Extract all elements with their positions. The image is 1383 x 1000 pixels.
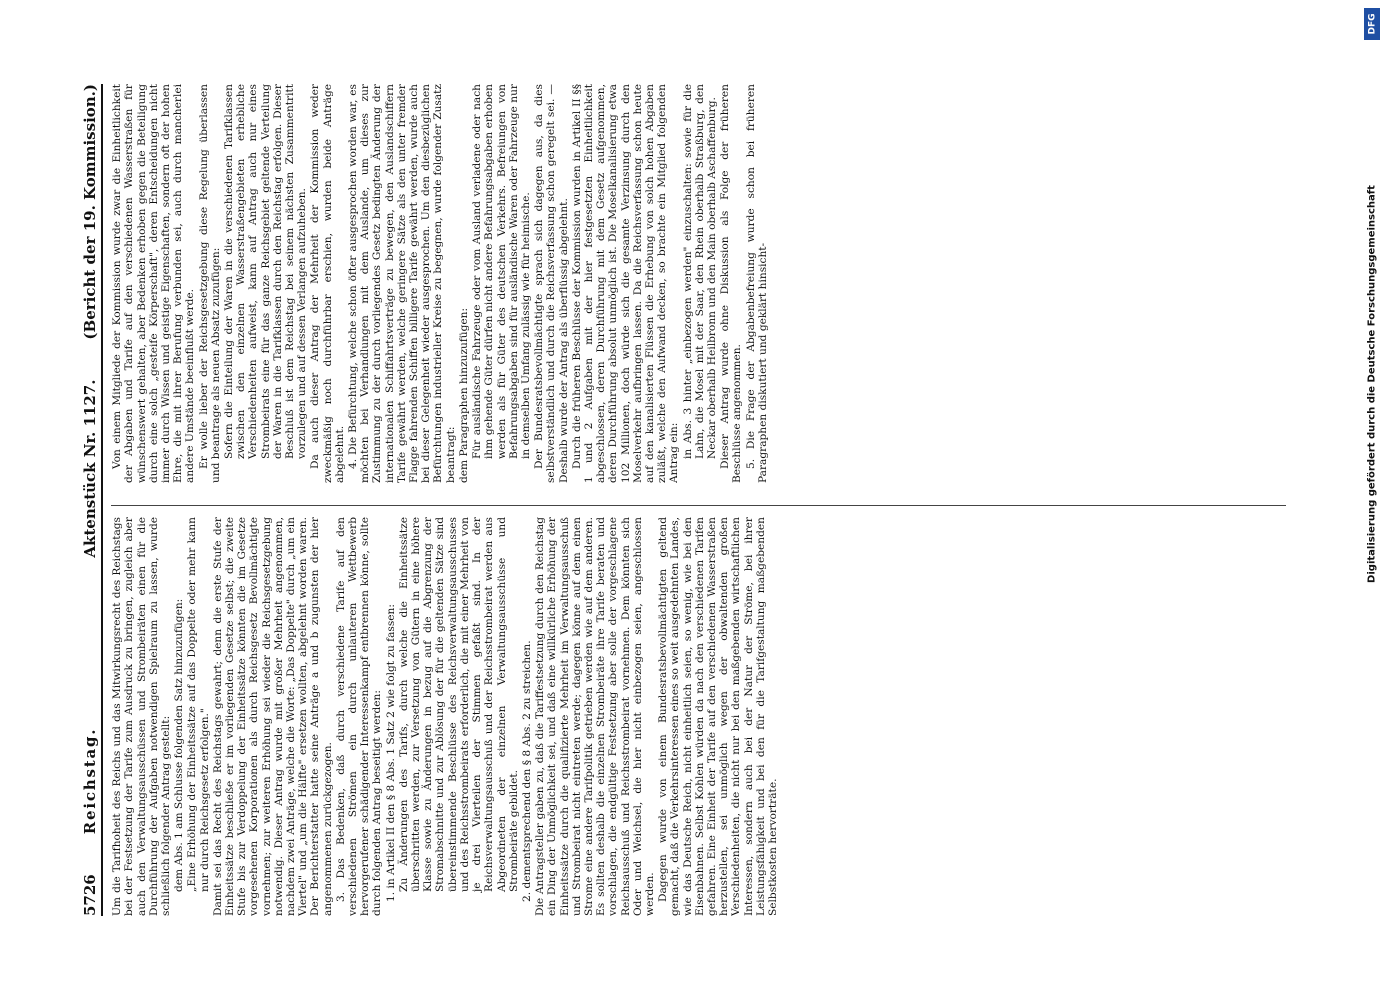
paragraph: Da auch dieser Antrag der Mehrheit der Kommission weder zweckmäßig noch durchführbar erschien, wurden beide Anträge abgelehnt. — [309, 84, 346, 483]
paragraph: Der Bundesratsbevollmächtigte sprach sich dagegen aus, da dies selbstverständlich und durch die Reichsverfassung schon geregelt sei. — Deshalb wurde der Antrag als überflüssig abgelehnt. — [533, 84, 570, 483]
page-number: 5726 — [81, 874, 99, 916]
document-page — [56, 50, 1326, 950]
paragraph: Dieser Antrag wurde ohne Diskussion als Folge der früheren Beschlüsse angenommen. — [719, 84, 744, 483]
digitization-credit: Digitalisierung gefördert durch die Deutsche Forschungsgemeinschaft — [1366, 185, 1378, 583]
header-center-title: Aktenstück Nr. 1127. — [81, 379, 99, 558]
paragraph: 5. Die Frage der Abgabenbefreiung wurde schon bei früheren Paragraphen diskutiert und geklärt hinsicht- — [744, 84, 769, 483]
paragraph: Er wolle lieber der Reichsgesetzgebung diese Regelung überlassen und beantrage als neuen Absatz zuzufügen: — [197, 84, 222, 483]
paragraph: Zu Änderungen des Tarifs, durch welche die Einheitssätze überschritten werden, zur Versetzung von Gütern in eine höhere Klasse sowie zu Änderungen in bezug auf die Abgrenzung der Stromabschnitte und zur Ablösung der für die geltenden Sätze sind übereinstimmende Beschlüsse des Reichsverwaltungsausschusses und des Reichsstrombeirats erforderlich, die mit einer Mehrheit von je drei Vierteilen der Stimmen gefaßt sind. In der Reichsverwaltungsausschuß und der Reichsstrombeirat werden aus Abgeordneten der einzelnen Verwaltungsausschüsse und Strombeiräte gebildet. — [397, 517, 520, 892]
paragraph: Von einem Mitgliede der Kommission wurde zwar die Einheitlichkeit der Abgaben und Tarife auf den verschiedenen Wasserstraßen für wünschenswert gehalten, aber Bedenken erhoben gegen die Beteiligung durch eine solch „gesteife Körperschaft", deren Entscheidungen nicht immer durch Wissen und geistige Eigenschaften, sondern oft der hohen Ehre, die mit ihrer Berufung verbunden sei, auch durch mancherlei andere Umstände beeinflußt werde. — [111, 84, 197, 483]
paragraph: Damit sei das Recht des Reichstags gewahrt; denn die erste Stufe der Einheitssätze beschließe er im vorliegenden Gesetze selbst; die zweite Stufe bis zur Verdoppelung der Einheitssätze könnten die im Gesetze vorgesehenen Korporationen als durch Reichsgesetz Bevollmächtigte vornehmen; zur weiteren Erhöhung sei wieder die Reichsgesetzgebung notwendig. Dieser Antrag wurde mit großer Mehrheit angenommen, nachdem zwei Anträge, welche die Worte: „Das Doppelte" durch „um ein Viertel" und „um die Hälfte" ersetzen wollten, abgelehnt worden waren. Der Berichterstatter hatte seine Anträge a und b zugunsten der hier angenommenen zurückgezogen. — [211, 517, 334, 916]
paragraph: in Abs. 3 hinter „einbezogen werden" einzuschalten: sowie für die Lahn, die Mosel mit der Saar, den Rhein oberhalb Straßburg, den Neckar oberhalb Heilbronn und den Main oberhalb Aschaffenburg. — [681, 84, 718, 459]
dfg-logo: DFG — [1364, 8, 1380, 40]
header-right-title: (Bericht der 19. Kommission.) — [81, 84, 99, 340]
paragraph: 1. in Artikel II den § 8 Abs. 1 Satz 2 wie folgt zu fassen: — [384, 604, 397, 902]
header-center — [81, 340, 99, 875]
paragraph: 2. dementsprechend den § 8 Abs. 2 zu streichen. — [520, 640, 533, 902]
paragraph: 3. Das Bedenken, daß durch verschiedene Tarife auf den verschiedenen Strömen ein durch unlauteren Wettbewerb hervorgerufener schädigender Interessenkampf entbrennen könne, sollte durch folgenden Antrag beseitigt werden: — [334, 517, 384, 916]
paragraph: „Eine Erhöhung der Einheitssätze auf das Doppelte oder mehr kann nur durch Reichsgesetz erfolgen." — [186, 517, 211, 892]
header-left-title: Reichstag. — [81, 727, 99, 835]
paragraph: Um die Tarifhoheit des Reichs und das Mitwirkungsrecht des Reichstags bei der Festsetzung der Tarife zum Ausdruck zu bringen, zugleich aber auch den Verwaltungsausschüssen und Strombeiräten einen für die Durchführung der Aufgaben notwendigen Spielraum zu lassen, wurde schließlich folgender Antrag gestellt: — [111, 517, 173, 916]
text-columns — [111, 84, 1286, 916]
paragraph: Sofern die Einteilung der Waren in die verschiedenen Tarifklassen zwischen den einzelnen Wasserstraßengebieten erhebliche Verschiedenheiten aufweist, kann auf Antrag auch nur eines Strombeirats eine für das ganze Reichsgebiet geltende Verteilung der Waren in die Tarifklassen durch den Reichstag erfolgen. Dieser Beschluß ist dem Reichstag bei seinem nächsten Zusammentritt vorzulegen und auf dessen Verlangen aufzuheben. — [223, 84, 309, 459]
paragraph: dem Paragraphen hinzuzufügen: — [457, 307, 470, 483]
paragraph: Durch die früheren Beschlüsse der Kommission wurden in Artikel II §§ 1 und 2 Aufgaben mit der hier festgesetzten Einheitlichkeit abgeschlossen, deren Durchführung mit dem Gesetz aufgenommen, deren Durchführung absolut unmöglich ist. Die Moselkanalisierung etwa 102 Millionen, doch würde sich die gesamte Verzinsung durch den Moselverkehr aufbringen lassen. Da die Reichsverfassung schon heute auf den kanalisierten Flüssen die Erhebung von solch hohen Abgaben zuläßt, welche den Aufwand decken, so brachte ein Mitglied folgenden Antrag ein: — [570, 84, 681, 483]
page-header — [81, 84, 103, 916]
paragraph: dem Abs. 1 am Schlusse folgenden Satz hinzuzufügen: — [173, 598, 186, 892]
paragraph: Dagegen wurde von einem Bundesratsbevollmächtigten geltend gemacht, daß die Verkehrsinteressen eines so weit ausgedehnten Landes, wie das Deutsche Reich, nicht einheitlich seien, so wenig, wie bei den Eisenbahnen. Selbst Kohlen würden da nach den verschiedenen Tarifen gefahren. Eine Einheit der Tarife auf den verschiedenen Wasserstraßen herzustellen, sei unmöglich wegen der obwaltenden großen Verschiedenheiten, die nicht nur bei den maßgebenden wirtschaftlichen Interessen, sondern auch bei der Natur der Ströme, bei ihrer Leistungsfähigkeit und bei den für die Tarifgestaltung maßgebenden Selbstkosten hervorträte. — [657, 517, 779, 916]
paragraph: Für ausländische Fahrzeuge oder vom Ausland verladene oder nach ihm gehende Güter dürfen nicht andere Befahrungsabgaben erhoben werden als für Güter des deutschen Verkehrs. Befreiungen von Befahrungsabgaben sind für ausländische Waren oder Fahrzeuge nur in demselben Umfang zulässig wie für heimische. — [471, 84, 532, 459]
digitization-margin — [1361, 0, 1383, 1000]
column-left — [111, 505, 1286, 916]
paragraph: 4. Die Befürchtung, welche schon öfter ausgesprochen worden war, es möchten bei Verhandlungen mit dem Auslande, um dieses zur Zustimmung zu der durch vorliegendes Gesetz bedingten Änderung der internationalen Schiffahrtsverträge zu bewegen, den Auslandschiffern Tarife gewährt werden, welche geringere Sätze als den unter fremder Flagge fahrenden Schiffen billigere Tarife gewährt werden, wurde auch bei dieser Gelegenheit wieder ausgesprochen. Um den diesbezüglichen Befürchtungen industrieller Kreise zu begegnen, wurde folgender Zusatz beantragt: — [347, 84, 457, 483]
column-right — [111, 84, 1286, 483]
paragraph: Die Antragsteller gaben zu, daß die Tariffestsetzung durch den Reichstag ein Ding der Unmöglichkeit sei, und daß eine willkürliche Erhöhung der Einheitssätze durch die qualifizierte Mehrheit im Verwaltungsausschuß und Strombeirat nicht eintreten werde; dagegen könne auf dem einen Strome eine andere Tarifpolitik getrieben werden wie auf dem anderen. Es sollten deshalb die einzelnen Strombeiräte ihre Tarife beraten und vorschlagen, die endgültige Festsetzung aber solle der vorgeschlagene Reichsausschuß und Reichsstrombeirat vornehmen. Dem könnten sich Oder und Weichsel, die hier nicht einbezogen seien, angeschlossen werden. — [534, 517, 656, 916]
